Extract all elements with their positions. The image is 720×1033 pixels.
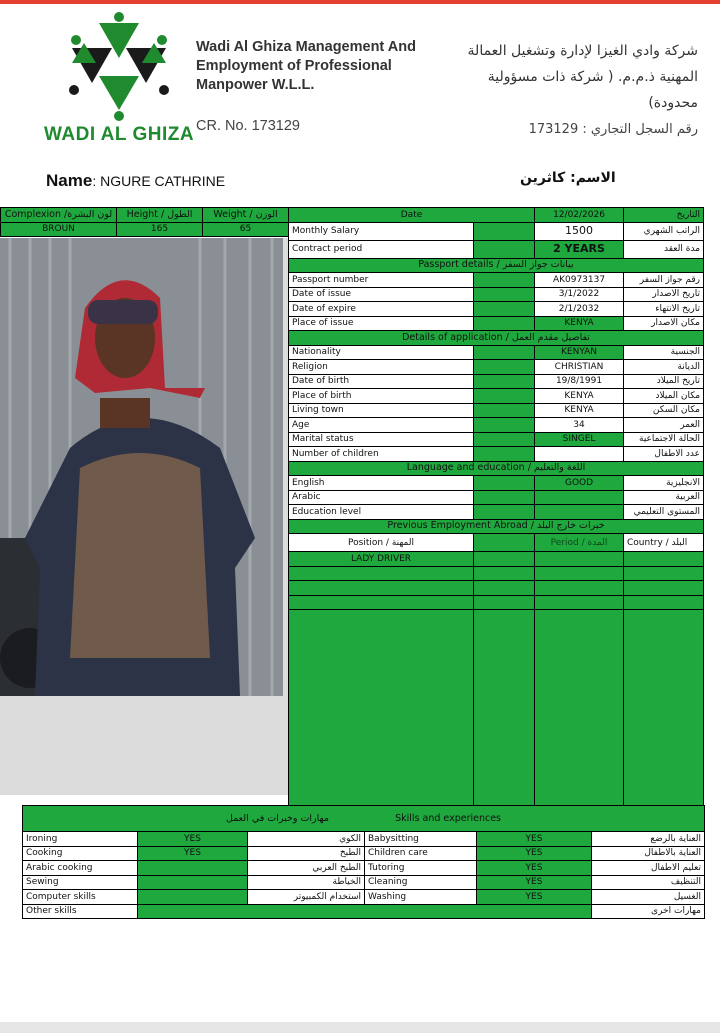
bottom-bar	[0, 1022, 720, 1033]
cr-number-english: CR. No. 173129	[196, 118, 300, 134]
cr-number-arabic: رقم السجل التجاري : 173129	[528, 122, 698, 137]
details-table: Date 12/02/2026 التاريخ Monthly Salary 1500 الراتب الشهري Contract period 2 YEARS مدة العقد Passport details / بيانات جواز السفر Passport number AK0973137 رقم جواز السفر Date of issue 3/1/2022 تاريخ الاصدار Date of expire 2/1/2032 تاريخ الانتهاء Place of issue KENYA مكان الاصدار Details of application / تفاصيل مقدم العمل Nationality KENYAN الجنسية Religion CHRISTIAN الديانة Date of birth 19/8/1991 تاريخ الميلاد Place of birth KENYA مكان الميلاد Living town KENYA مكان السكن Age 34 العمر Marital status SINGEL الحالة الاجتماعية Number of children عدد الاطفال Language and education / اللغة والتعليم English GOOD الانجليزية Arabic العربية Education level المستوى التعليمي Previous Employment Abroad / خبرات خارج البلد Position / المهنة Period / المدة Country / البلد LADY DRIVER	[288, 207, 704, 808]
salary-value: 1500	[535, 222, 624, 240]
contract-period-value: 2 YEARS	[535, 240, 624, 258]
candidate-photo	[0, 238, 283, 696]
employment-position-entry: LADY DRIVER	[289, 552, 474, 567]
skills-section-title: مهارات وخبرات في العمل Skills and experiences	[23, 806, 705, 832]
logo-text: WADI AL GHIZA	[44, 124, 195, 145]
top-accent-bar	[0, 0, 720, 4]
date-label: Date	[289, 208, 535, 223]
skills-table: مهارات وخبرات في العمل Skills and experiences Ironing YES الكوي Babysitting YES العناية بالرضع Cooking YES الطبخ Children care YES العناية بالاطفال Arabic cooking الطبخ العربي Tutoring YES تعليم الاطفال Sewing الخياطة Cleaning YES التنظيف Computer skills استخدام الكمبيوتر Washing YES الغسيل Other skills مهارات اخرى	[22, 805, 705, 919]
company-name-english: Wadi Al Ghiza Management And Employment of Professional Manpower W.L.L.	[196, 39, 416, 93]
candidate-name-arabic: الاسم: كاثرين	[520, 170, 616, 186]
date-value: 12/02/2026	[535, 208, 624, 223]
employment-section-title: Previous Employment Abroad / خبرات خارج البلد	[289, 519, 704, 534]
candidate-name: Name: NGURE CATHRINE	[46, 171, 226, 190]
company-name-arabic: شركة وادي الغيزا لإدارة وتشغيل العمالة المهنية ذ.م.م. ( شركة ذات مسؤولية محدودة)	[467, 43, 698, 111]
passport-section-title: Passport details / بيانات جواز السفر	[289, 258, 704, 273]
language-section-title: Language and education / اللغة والتعليم	[289, 461, 704, 476]
physical-attributes-table: Complexion /لون البشرة Height / الطول Weight / الوزن BROUN 165 65	[0, 207, 289, 237]
application-section-title: Details of application / تفاصيل مقدم العمل	[289, 331, 704, 346]
